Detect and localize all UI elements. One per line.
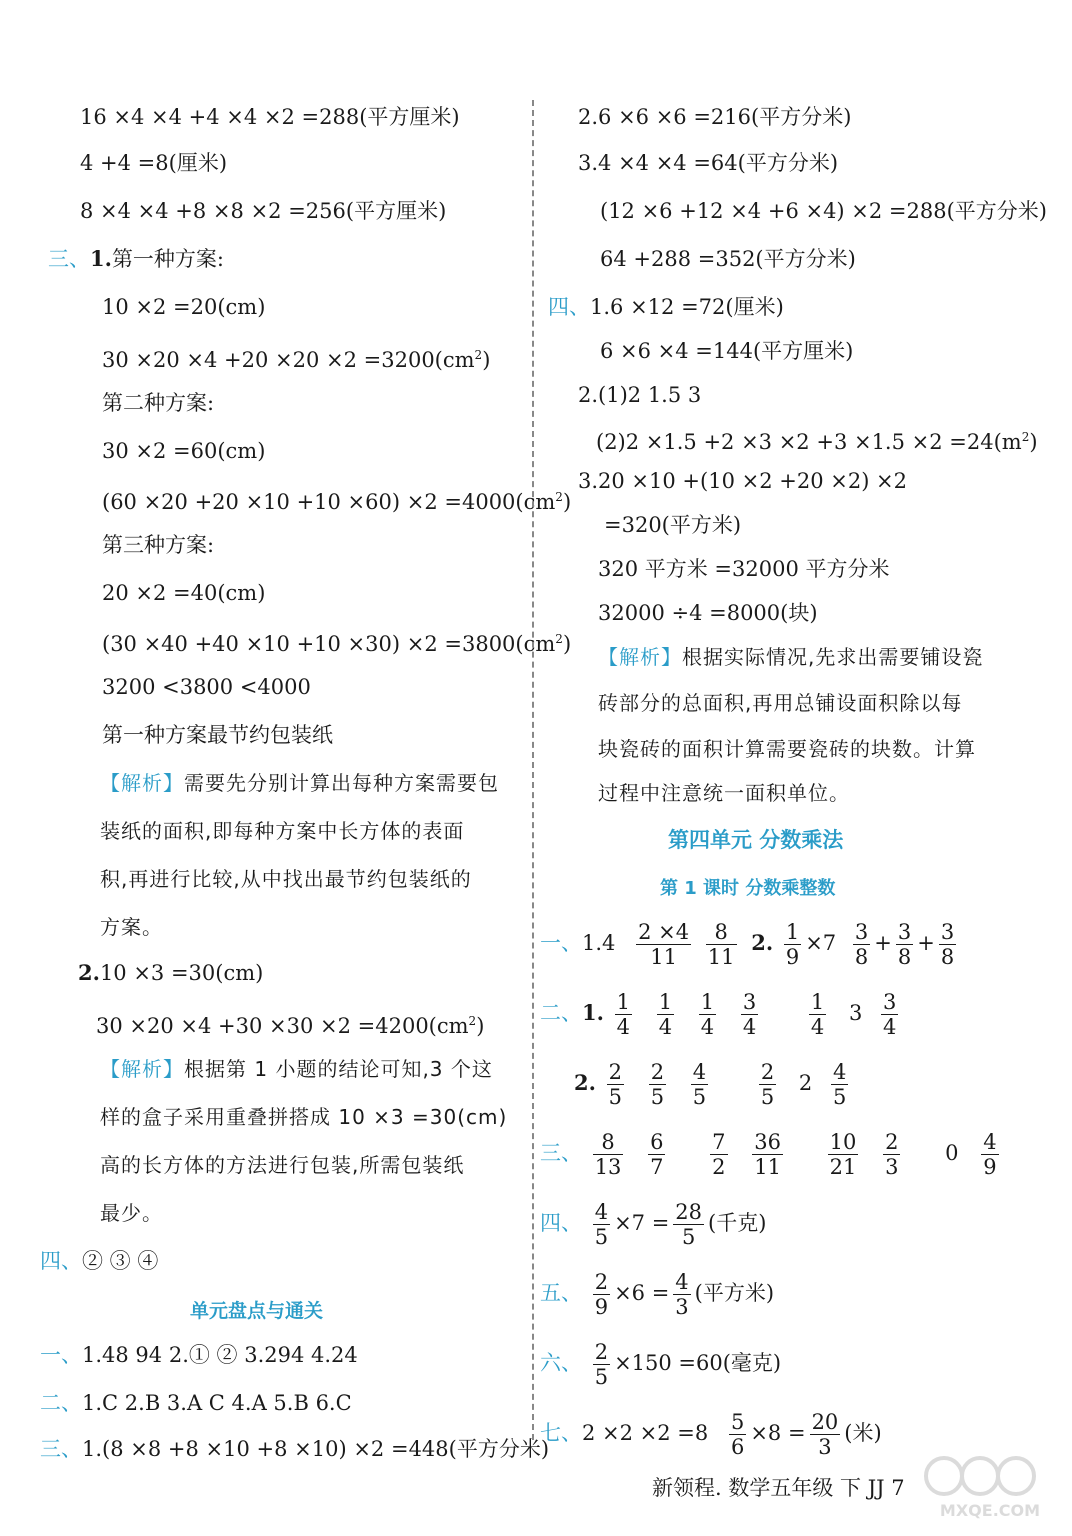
line: 2.6 ×6 ×6 =216(平方分米): [578, 105, 852, 129]
line: 3.20 ×10 +(10 ×2 +20 ×2) ×2: [578, 469, 908, 493]
analysis-note: 【解析】根据实际情况,先求出需要铺设瓷: [598, 645, 984, 669]
line: $(60 \times 20 +20 \times 10 +10 \times 60) \times 2 =4000(cm^2)$: [102, 490, 572, 514]
analysis-note: 块瓷砖的面积计算需要瓷砖的块数。计算: [598, 737, 976, 761]
line: 16 ×4 ×4 +4 ×4 ×2 =288(平方厘米): [80, 105, 460, 129]
line: 3.4 ×4 ×4 =64(平方分米): [578, 151, 839, 175]
line: 4 +4 =8(厘米): [80, 151, 228, 175]
line: 320 平方米 =32000 平方分米: [598, 557, 890, 581]
unit-review-heading: 单元盘点与通关: [190, 1300, 324, 1322]
line: 2.10 ×3 =30(cm): [78, 960, 264, 985]
line: 32000 ÷4 =8000(块): [598, 601, 818, 625]
frac-line-2: 二、1. $\frac{1}{4}$ $\frac{1}{4}$ $\frac{1}{4}$ $\frac{3}{4}$ $\frac{1}{4}$ 3 $\frac{3}{4}$: [540, 990, 897, 1039]
analysis-note: 样的盒子采用重叠拼搭成 10 ×3 =30(cm): [100, 1105, 508, 1129]
line: 一、1.48 94 2.① ② 3.294 4.24: [40, 1343, 358, 1367]
line: (12 ×6 +12 ×4 +6 ×4) ×2 =288(平方分米): [600, 199, 1047, 223]
frac-line-6: 五、 $\frac{2}{9}$ ×6 = $\frac{4}{3}$ (平方米): [540, 1270, 775, 1319]
line: 四、1.6 ×12 =72(厘米): [548, 295, 784, 319]
analysis-note: 高的长方体的方法进行包装,所需包装纸: [100, 1153, 465, 1177]
line: 第三种方案:: [102, 533, 215, 557]
line: 第二种方案:: [102, 391, 215, 415]
line: 10 ×2 =20(cm): [102, 295, 266, 319]
analysis-note: 【解析】根据第 1 小题的结论可知,3 个这: [100, 1057, 493, 1081]
line: $(2)2 \times 1.5 +2 \times 3 \times 2 +3 \times 1.5 \times 2 =24(m^2)$: [596, 430, 1038, 454]
line: 三、1.(8 ×8 +8 ×10 +8 ×10) ×2 =448(平方分米): [40, 1437, 550, 1461]
analysis-note: 装纸的面积,即每种方案中长方体的表面: [100, 819, 465, 843]
unit-four-heading: 第四单元 分数乘法: [668, 828, 844, 852]
column-divider: [532, 100, 534, 1440]
watermark-logo: [920, 1452, 1060, 1522]
lesson-heading: 第 1 课时 分数乘整数: [660, 878, 836, 899]
analysis-note: 积,再进行比较,从中找出最节约包装纸的: [100, 867, 472, 891]
line: 6 ×6 ×4 =144(平方厘米): [600, 339, 854, 363]
line: =320(平方米): [604, 513, 742, 537]
analysis-note: 砖部分的总面积,再用总铺设面积除以每: [598, 691, 963, 715]
frac-line-8: 七、2 ×2 ×2 =8 $\frac{5}{6}$ ×8 = $\frac{20}{3}$ (米): [540, 1410, 882, 1459]
frac-line-3: 2. $\frac{2}{5}$ $\frac{2}{5}$ $\frac{4}{5}$ $\frac{2}{5}$ 2 $\frac{4}{5}$: [574, 1060, 847, 1109]
frac-line-1: 一、1.4 $\frac{2 \times 4}{11}$ $\frac{8}{11}$ 2. $\frac{1}{9}$ ×7 $\frac{3}{8}$ + $\frac{3}{8}$ + $\frac{3}{8}$: [540, 920, 955, 969]
analysis-note: 最少。: [100, 1201, 163, 1225]
line: 20 ×2 =40(cm): [102, 581, 266, 605]
line: $(30 \times 40 +40 \times 10 +10 \times 30) \times 2 =3800(cm^2)$: [102, 632, 572, 656]
section-four: 四、② ③ ④: [40, 1249, 159, 1273]
line: 3200 <3800 <4000: [102, 675, 311, 699]
frac-line-5: 四、 $\frac{4}{5}$ ×7 = $\frac{28}{5}$ (千克): [540, 1200, 767, 1249]
analysis-note: 方案。: [100, 915, 163, 939]
section-three: 三、1.第一种方案:: [48, 246, 225, 271]
line: 64 +288 =352(平方分米): [600, 247, 856, 271]
line: $30 \times 20 \times 4 +20 \times 20 \times 2 =3200(cm^2)$: [102, 348, 491, 372]
page-footer: 新领程. 数学五年级 下 JJ 7: [652, 1476, 905, 1500]
line: 8 ×4 ×4 +8 ×8 ×2 =256(平方厘米): [80, 199, 447, 223]
line: 30 ×2 =60(cm): [102, 439, 266, 463]
frac-line-4: 三、 $\frac{8}{13}$ $\frac{6}{7}$ $\frac{7}{2}$ $\frac{36}{11}$ $\frac{10}{21}$ $\frac{2}{3}$ 0 $\frac{4}{9}$: [540, 1130, 997, 1179]
watermark-text: MXQE.COM: [939, 1501, 1041, 1520]
line: 第一种方案最节约包装纸: [102, 723, 333, 747]
frac-line-7: 六、 $\frac{2}{5}$ ×150 =60(毫克): [540, 1340, 782, 1389]
analysis-note: 【解析】需要先分别计算出每种方案需要包: [100, 771, 499, 795]
line: 2.(1)2 1.5 3: [578, 383, 702, 407]
line: 二、1.C 2.B 3.A C 4.A 5.B 6.C: [40, 1391, 352, 1415]
line: $30 \times 20 \times 4 +30 \times 30 \times 2 =4200(cm^2)$: [96, 1014, 485, 1038]
analysis-note: 过程中注意统一面积单位。: [598, 781, 850, 805]
